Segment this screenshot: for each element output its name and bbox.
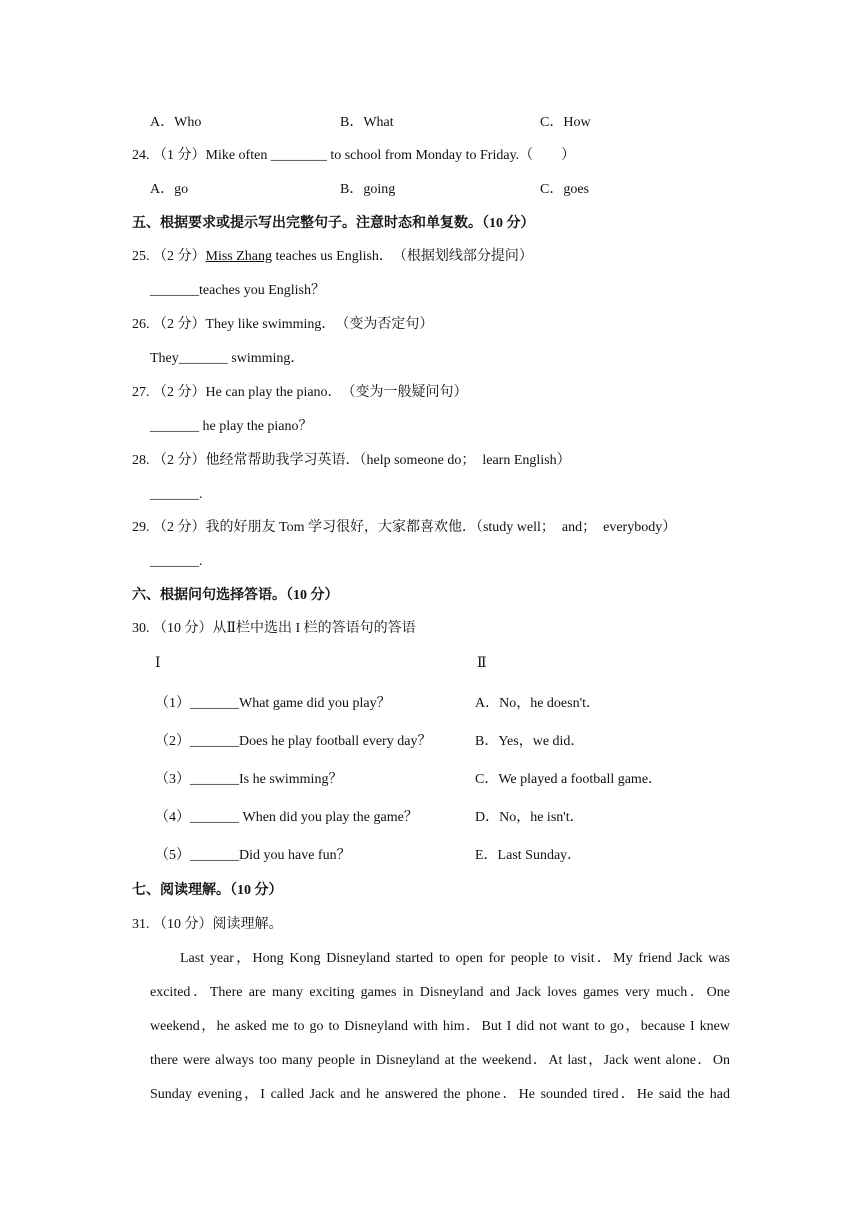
q31-question: 31. （10 分）阅读理解。 xyxy=(132,917,283,932)
q27-question: 27. （2 分）He can play the piano． （变为一般疑问句） xyxy=(132,385,468,400)
passage-line-3: weekend，he asked me to go to Disneyland with him．But I did not want to go，because I knew xyxy=(150,1019,730,1034)
passage-line-4: there were always too many people in Disneyland at the weekend．At last，Jack went alone．On xyxy=(150,1053,730,1068)
q25-answer: _______teaches you English？ xyxy=(150,283,325,298)
passage-line-1: Last year，Hong Kong Disneyland started to open for people to visit．My friend Jack was xyxy=(180,951,730,966)
q23-option-b: B．What xyxy=(340,115,394,130)
q30-answer-a: A．No，he doesn't． xyxy=(475,696,601,711)
q30-item-2: （2）_______Does he play football every day？ xyxy=(155,734,432,749)
q23-option-c: C．How xyxy=(540,115,591,130)
q30-answer-d: D．No，he isn't． xyxy=(475,810,584,825)
q30-answer-b: B．Yes，we did． xyxy=(475,734,585,749)
q28-answer: _______. xyxy=(150,487,203,502)
q29-answer: _______. xyxy=(150,554,203,569)
q30-column-1-header: Ⅰ xyxy=(155,656,161,671)
q30-answer-c: C．We played a football game． xyxy=(475,772,663,787)
q26-question: 26. （2 分）They like swimming． （变为否定句） xyxy=(132,317,434,332)
q25-rest: teaches us English． （根据划线部分提问） xyxy=(272,249,533,264)
q30-column-2-header: Ⅱ xyxy=(477,656,487,671)
q30-item-1: （1）_______What game did you play？ xyxy=(155,696,391,711)
q24-option-c: C．goes xyxy=(540,182,589,197)
q23-option-a: A．Who xyxy=(150,115,202,130)
q24-option-a: A．go xyxy=(150,182,189,197)
q30-item-3: （3）_______Is he swimming？ xyxy=(155,772,343,787)
section-7-title: 七、阅读理解。（10 分） xyxy=(132,883,283,898)
q27-answer: _______ he play the piano？ xyxy=(150,419,313,434)
reading-passage xyxy=(150,942,730,1112)
q25-prefix: 25. （2 分） xyxy=(132,249,206,264)
q25-question xyxy=(132,248,533,266)
section-6-title: 六、根据问句选择答语。（10 分） xyxy=(132,588,339,603)
section-5-title: 五、根据要求或提示写出完整句子。注意时态和单复数。（10 分） xyxy=(132,216,535,231)
q25-underlined: Miss Zhang xyxy=(205,249,272,264)
q24-option-b: B．going xyxy=(340,182,396,197)
q30-question: 30. （10 分）从Ⅱ栏中选出 I 栏的答语句的答语 xyxy=(132,621,416,636)
passage-line-2: excited．There are many exciting games in Disneyland and Jack loves games very much．One xyxy=(150,985,730,1000)
q30-item-4: （4）_______ When did you play the game？ xyxy=(155,810,418,825)
q28-question: 28. （2 分）他经常帮助我学习英语．（help someone do； learn English） xyxy=(132,453,571,468)
q30-item-5: （5）_______Did you have fun？ xyxy=(155,848,351,863)
q26-answer: They_______ swimming． xyxy=(150,351,305,366)
q29-question: 29. （2 分）我的好朋友 Tom 学习很好，大家都喜欢他．（study well； and； everybody） xyxy=(132,520,677,535)
q30-answer-e: E．Last Sunday． xyxy=(475,848,582,863)
q24-question: 24. （1 分）Mike often ________ to school from Monday to Friday.（ ） xyxy=(132,148,576,163)
passage-line-5: Sunday evening，I called Jack and he answered the phone．He sounded tired．He said the had xyxy=(150,1087,730,1102)
